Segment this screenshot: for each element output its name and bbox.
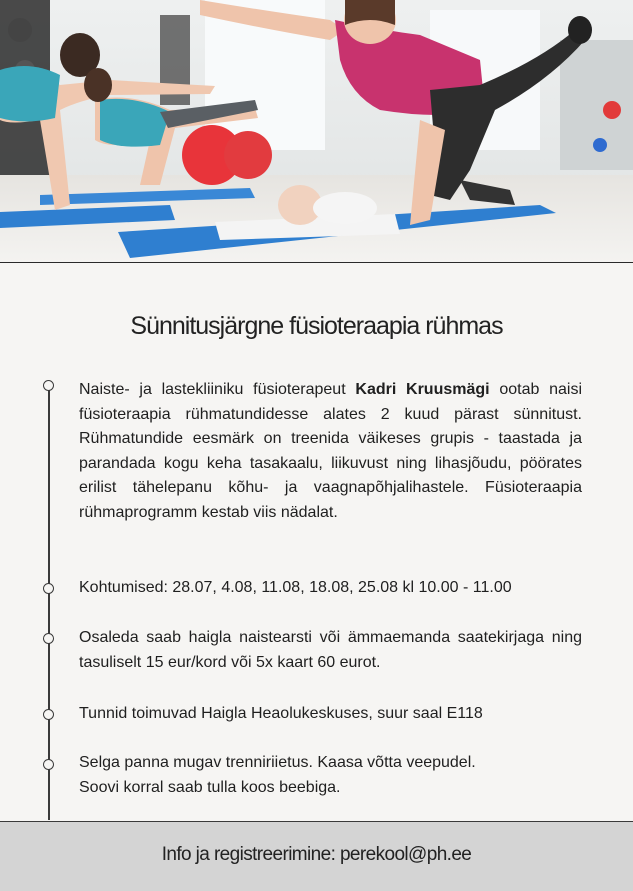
timeline-dot <box>43 709 54 720</box>
timeline-dot <box>43 633 54 644</box>
therapist-name: Kadri Kruusmägi <box>355 381 490 398</box>
bring-line-1: Selga panna mugav trenniriietus. Kaasa võtta veepudel. <box>79 754 476 771</box>
bring-text <box>79 751 582 800</box>
intro-text-start: Naiste- ja lastekliiniku füsioterapeut <box>79 381 356 398</box>
registration-info: Info ja registreerimine: perekool@ph.ee <box>161 844 472 865</box>
header-photo <box>0 0 633 263</box>
group-exercise-illustration <box>0 0 633 262</box>
timeline-dot <box>43 380 54 391</box>
timeline-dot <box>43 583 54 594</box>
page-title: Sünnitusjärgne füsioteraapia rühmas <box>130 312 503 340</box>
meetings-text: Kohtumised: 28.07, 4.08, 11.08, 18.08, 25.08 kl 10.00 - 11.00 <box>79 579 512 596</box>
participation-text: Osaleda saab haigla naistearsti või ämmaemanda saatekirjaga ning tasuliselt 15 eur/kord või 5x kaart 60 eurot. <box>79 629 582 671</box>
location-text: Tunnid toimuvad Haigla Heaolukeskuses, suur saal E118 <box>79 705 483 722</box>
timeline-dot <box>43 759 54 770</box>
intro-paragraph <box>79 378 582 525</box>
bring-line-2: Soovi korral saab tulla koos beebiga. <box>79 778 341 796</box>
exercise-ball <box>224 131 272 179</box>
intro-text-end: ootab naisi füsioteraapia rühmatundidesse alates 2 kuud pärast sünnitust. Rühmatundide eesmärk on treenida väikeses grupis - taastada ja parandada kogu keha tasakaalu, liikuvust ning lihasjõudu, pöörates erilist tähelepanu kõhu- ja vaagnapõhjalihastele. Füsioteraapia rühmaprogramm kestab viis nädalat. <box>79 381 583 521</box>
footer-bar <box>0 821 633 891</box>
timeline-line <box>48 384 50 820</box>
